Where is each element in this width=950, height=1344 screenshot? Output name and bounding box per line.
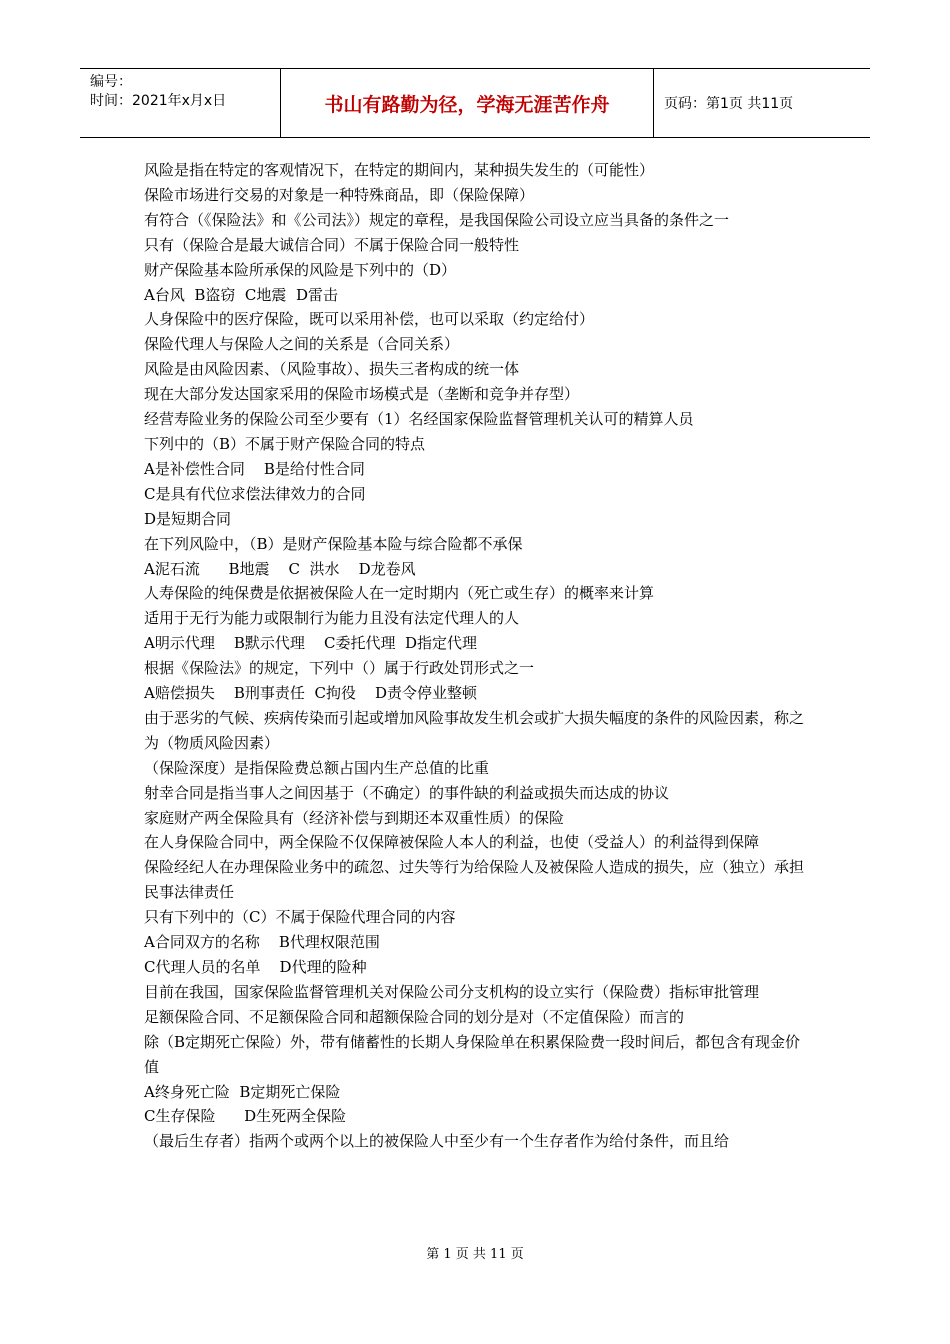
text-line: 适用于无行为能力或限制行为能力且没有法定代理人的人 — [144, 609, 520, 628]
text-line: 根据《保险法》的规定，下列中（）属于行政处罚形式之一 — [144, 659, 535, 678]
text-line: 保险经纪人在办理保险业务中的疏忽、过失等行为给保险人及被保险人造成的损失，应（独立）承担民事法律责任 — [144, 858, 805, 902]
text-line: 下列中的（B）不属于财产保险合同的特点 — [144, 434, 426, 453]
text-line: 目前在我国，国家保险监督管理机关对保险公司分支机构的设立实行（保险费）指标审批管理 — [144, 982, 760, 1001]
document-body — [144, 158, 810, 1154]
text-line: 在下列风险中，（B）是财产保险基本险与综合险都不承保 — [144, 534, 523, 553]
header-motto: 书山有路勤为径，学海无涯苦作舟 — [281, 69, 654, 137]
text-line: 只有下列中的（C）不属于保险代理合同的内容 — [144, 908, 456, 927]
text-line: 只有（保险合是最大诚信合同）不属于保险合同一般特性 — [144, 235, 520, 254]
text-line: 人身保险中的医疗保险，既可以采用补偿，也可以采取（约定给付） — [144, 310, 595, 329]
text-line: 保险代理人与保险人之间的关系是（合同关系） — [144, 335, 460, 354]
header-page-info: 页码：第1页 共11页 — [664, 96, 794, 112]
text-line: 风险是指在特定的客观情况下，在特定的期间内，某种损失发生的（可能性） — [144, 161, 655, 179]
text-line: C生存保险 D生死两全保险 — [144, 1107, 347, 1126]
text-line: C是具有代位求偿法律效力的合同 — [144, 484, 366, 503]
page-footer: 第 1 页 共 11 页 — [426, 1247, 524, 1262]
page-header — [80, 68, 870, 138]
text-line: A赔偿损失 B刑事责任 C拘役 D责令停业整顿 — [144, 684, 478, 703]
text-line: D是短期合同 — [144, 509, 232, 528]
text-line: 除（B定期死亡保险）外，带有储蓄性的长期人身保险单在积累保险费一段时间后，都包含有现金价值 — [144, 1032, 801, 1076]
text-line: 保险市场进行交易的对象是一种特殊商品，即（保险保障） — [144, 185, 535, 204]
date-label: 时间：2021年x月x日 — [90, 93, 227, 109]
text-line: A是补偿性合同 B是给付性合同 — [144, 459, 365, 478]
text-line: A台风 B盗窃 C地震 D雷击 — [144, 285, 338, 304]
text-line: A明示代理 B默示代理 C委托代理 D指定代理 — [144, 634, 478, 653]
text-line: A终身死亡险 B定期死亡保险 — [144, 1082, 341, 1101]
text-line: 家庭财产两全保险具有（经济补偿与到期还本双重性质）的保险 — [144, 808, 565, 827]
text-line: A泥石流 B地震 C 洪水 D龙卷风 — [144, 559, 416, 578]
text-line: （保险深度）是指保险费总额占国内生产总值的比重 — [144, 758, 490, 777]
text-line: 现在大部分发达国家采用的保险市场模式是（垄断和竞争并存型） — [144, 385, 580, 404]
text-line: 经营寿险业务的保险公司至少要有（1）名经国家保险监督管理机关认可的精算人员 — [144, 410, 694, 429]
text-line: 有符合（《保险法》和《公司法》）规定的章程，是我国保险公司设立应当具备的条件之一 — [144, 210, 730, 229]
text-line: 由于恶劣的气候、疾病传染而引起或增加风险事故发生机会或扩大损失幅度的条件的风险因素，称之为（物质风险因素） — [144, 708, 805, 752]
number-label: 编号： — [90, 74, 132, 90]
text-line: 风险是由风险因素、（风险事故）、损失三者构成的统一体 — [144, 360, 520, 379]
text-line: 足额保险合同、不足额保险合同和超额保险合同的划分是对（不定值保险）而言的 — [144, 1007, 685, 1026]
text-line: 射幸合同是指当事人之间因基于（不确定）的事件缺的利益或损失而达成的协议 — [144, 783, 670, 802]
header-meta — [80, 69, 281, 137]
text-line: 人寿保险的纯保费是依据被保险人在一定时期内（死亡或生存）的概率来计算 — [144, 584, 655, 603]
text-line: C代理人员的名单 D代理的险种 — [144, 958, 367, 976]
text-line: 在人身保险合同中，两全保险不仅保障被保险人本人的利益，也使（受益人）的利益得到保障 — [144, 833, 760, 852]
text-line: （最后生存者）指两个或两个以上的被保险人中至少有一个生存者作为给付条件，而且给 — [144, 1132, 730, 1151]
text-line: A合同双方的名称 B代理权限范围 — [144, 933, 380, 952]
text-line: 财产保险基本险所承保的风险是下列中的（D） — [144, 260, 457, 279]
